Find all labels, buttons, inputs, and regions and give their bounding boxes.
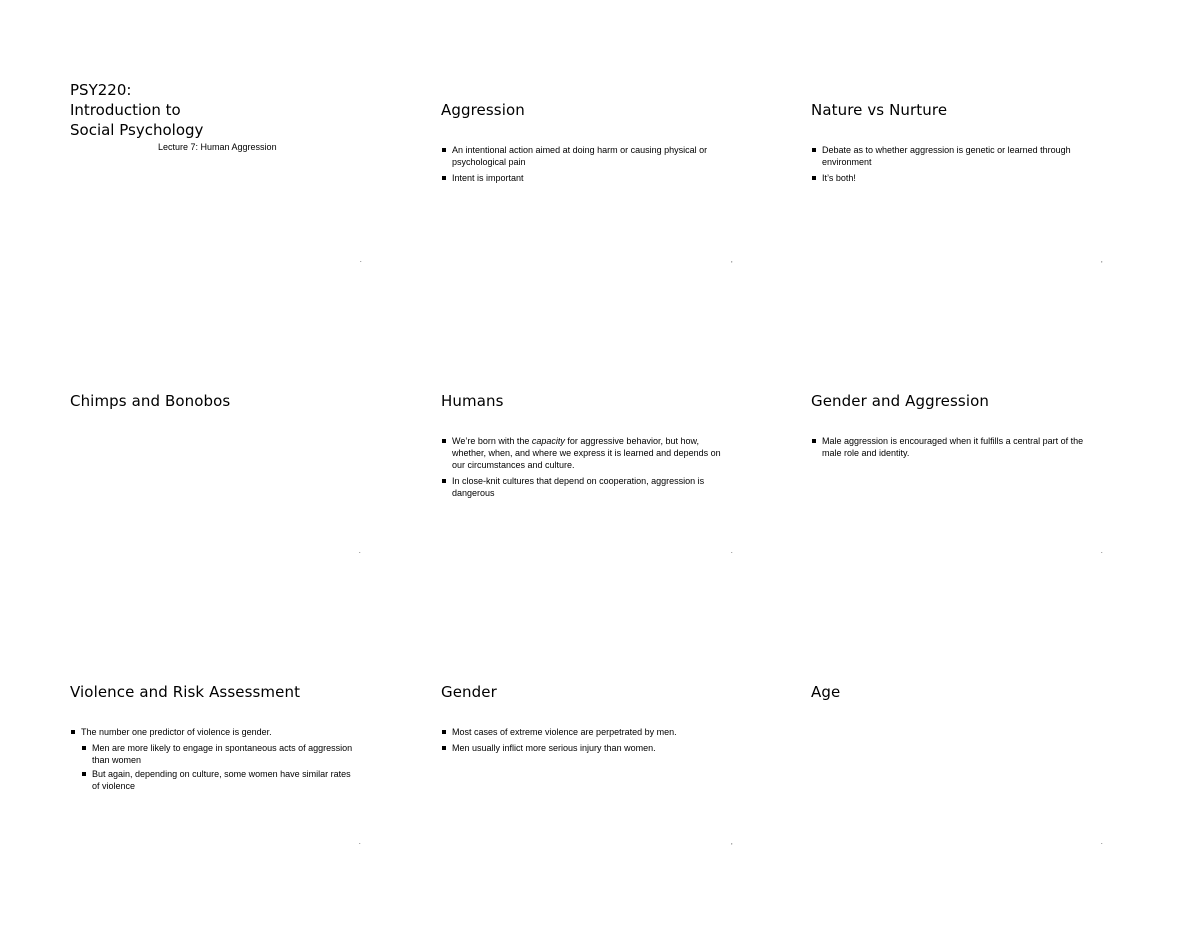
slide-3	[811, 100, 1111, 300]
bullet-list	[441, 144, 731, 188]
page-mark: .	[359, 840, 361, 846]
slide-1	[70, 81, 370, 310]
page-mark: .	[360, 258, 362, 264]
bullet-item: Male aggression is encouraged when it fulfills a central part of the male role and identity.	[811, 435, 1101, 459]
bullet-item: In close-knit cultures that depend on cooperation, aggression is dangerous	[441, 475, 731, 499]
title-line-2: Introduction to	[70, 101, 181, 119]
bullet-item	[441, 435, 731, 471]
page-mark: .	[359, 549, 361, 555]
sub-bullet-item: But again, depending on culture, some women have similar rates of violence	[81, 768, 360, 792]
slide-title: Nature vs Nurture	[811, 101, 948, 119]
slide-6	[811, 391, 1111, 591]
page-mark: ,	[1101, 258, 1103, 264]
bullet-item: Debate as to whether aggression is genetic or learned through environment	[811, 144, 1101, 168]
page-mark: ,	[731, 840, 733, 846]
bullet-item: Most cases of extreme violence are perpetrated by men.	[441, 726, 731, 738]
bullet-text-pre: We’re born with the	[452, 436, 532, 446]
slide-5	[441, 391, 741, 591]
sub-bullet-item: Men are more likely to engage in spontaneous acts of aggression than women	[81, 742, 360, 766]
bullet-item: Men usually inflict more serious injury than women.	[441, 742, 731, 754]
bullet-text-emphasis: capacity	[531, 436, 565, 446]
slide-4	[70, 391, 370, 591]
bullet-list	[441, 435, 731, 503]
slide-subtitle: Lecture 7: Human Aggression	[158, 142, 277, 152]
page-mark: ,	[731, 258, 733, 264]
slide-title: Violence and Risk Assessment	[70, 683, 301, 701]
bullet-item: It’s both!	[811, 172, 1101, 184]
bullet-list	[811, 435, 1101, 463]
slide-title	[70, 80, 203, 140]
title-line-3: Social Psychology	[70, 121, 204, 139]
bullet-text-post: for aggressive behavior, but how, whether, when, and where we express it is learned and depends on our circumstances and culture.	[452, 436, 721, 470]
title-line-1: PSY220:	[70, 81, 132, 99]
bullet-item: An intentional action aimed at doing harm or causing physical or psychological pain	[441, 144, 731, 168]
slide-title: Gender	[441, 683, 497, 701]
slide-9	[811, 682, 1111, 882]
slide-7	[70, 682, 370, 882]
bullet-item: Intent is important	[441, 172, 731, 184]
bullet-list	[70, 726, 360, 794]
page-mark: .	[731, 549, 733, 555]
bullet-item: The number one predictor of violence is gender.	[70, 726, 360, 738]
page-mark: .	[1101, 840, 1103, 846]
slide-title: Humans	[441, 392, 504, 410]
slide-title: Chimps and Bonobos	[70, 392, 231, 410]
bullet-list	[811, 144, 1101, 188]
page-mark: .	[1101, 549, 1103, 555]
slide-2	[441, 100, 741, 300]
slide-title: Gender and Aggression	[811, 392, 989, 410]
slide-title: Age	[811, 683, 841, 701]
slide-8	[441, 682, 741, 882]
bullet-list	[441, 726, 731, 758]
slide-title: Aggression	[441, 101, 525, 119]
